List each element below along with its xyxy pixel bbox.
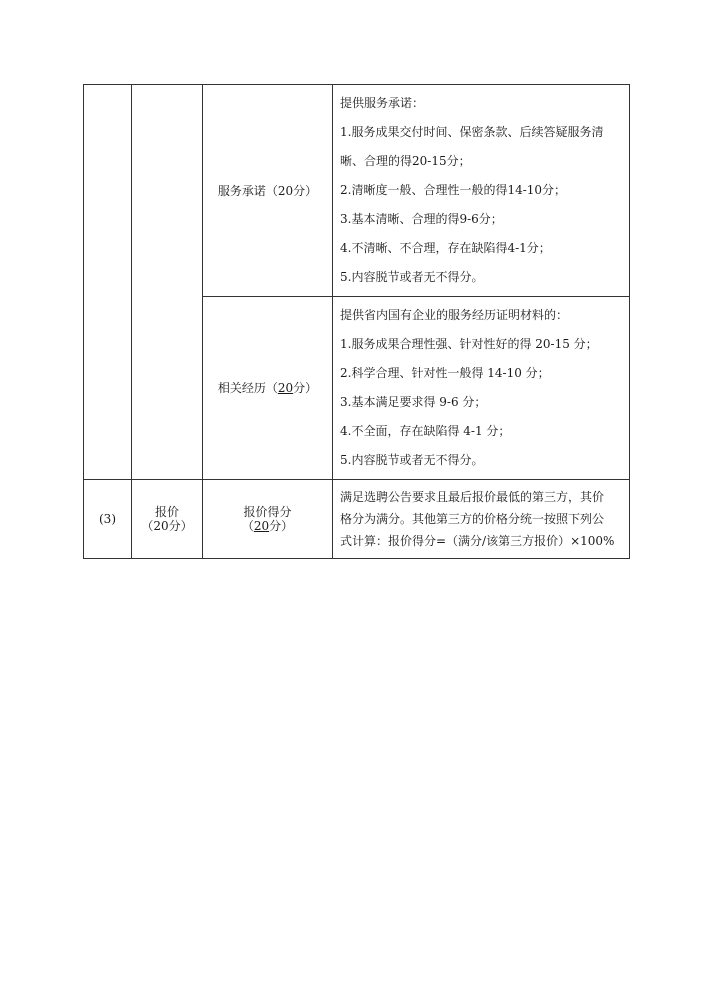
- standard-line: 5.内容脱节或者无不得分。: [340, 270, 484, 284]
- index-cell: [84, 480, 132, 559]
- standard-line: 4.不全面，存在缺陷得 4-1 分；: [340, 424, 511, 438]
- standard-line: 3.基本清晰、合理的得9-6分；: [340, 212, 503, 226]
- scoring-table: [83, 84, 630, 559]
- criterion-label: 报价得分: [243, 505, 292, 519]
- standard-line: 4.不清晰、不合理，存在缺陷得4-1分；: [340, 241, 551, 255]
- standard-line: 3.基本满足要求得 9-6 分；: [340, 395, 487, 409]
- criterion-cell: [203, 480, 333, 559]
- index-cell-empty: [84, 85, 132, 480]
- standard-line: 满足选聘公告要求且最后报价最低的第三方，其价: [340, 490, 605, 504]
- standard-cell: [333, 480, 630, 559]
- criterion-score-underlined: 20: [253, 519, 270, 533]
- standard-line: 1.服务成果合理性强、针对性好的得 20-15 分；: [340, 337, 598, 351]
- category-label: 报价: [154, 505, 179, 519]
- criterion-label-suffix: 分）: [293, 381, 318, 395]
- criterion-score: [203, 519, 332, 533]
- standard-line: 5.内容脱节或者无不得分。: [340, 453, 484, 467]
- standard-line: 2.科学合理、针对性一般得 14-10 分；: [340, 366, 550, 380]
- table-row-quotation: [84, 480, 630, 559]
- standard-line: 晰、合理的得20-15分；: [340, 154, 471, 168]
- standard-cell: [333, 85, 630, 297]
- row-index: (3): [99, 512, 116, 526]
- standard-cell: [333, 297, 630, 480]
- standard-line: 提供服务承诺：: [340, 96, 425, 110]
- standard-line: 提供省内国有企业的服务经历证明材料的：: [340, 308, 569, 322]
- criterion-label: 服务承诺（20分）: [217, 183, 318, 198]
- criterion-label: [218, 381, 317, 395]
- standard-line: 2.清晰度一般、合理性一般的得14-10分；: [340, 183, 567, 197]
- standard-line: 式计算：报价得分=（满分/该第三方报价）×100%: [340, 534, 615, 548]
- criterion-score-prefix: （: [241, 519, 254, 533]
- category-score: （20分）: [141, 519, 193, 533]
- criterion-score-underlined: 20: [277, 381, 294, 395]
- criterion-label-prefix: 相关经历（: [217, 381, 278, 395]
- table-row-service-commitment: [84, 85, 630, 297]
- category-cell: [132, 480, 203, 559]
- criterion-score-suffix: 分）: [269, 519, 294, 533]
- category-cell-empty: [132, 85, 203, 480]
- criterion-cell: [203, 297, 333, 480]
- standard-line: 格分为满分。其他第三方的价格分统一按照下列公: [340, 512, 605, 526]
- criterion-cell: [203, 85, 333, 297]
- standard-line: 1.服务成果交付时间、保密条款、后续答疑服务清: [340, 125, 604, 139]
